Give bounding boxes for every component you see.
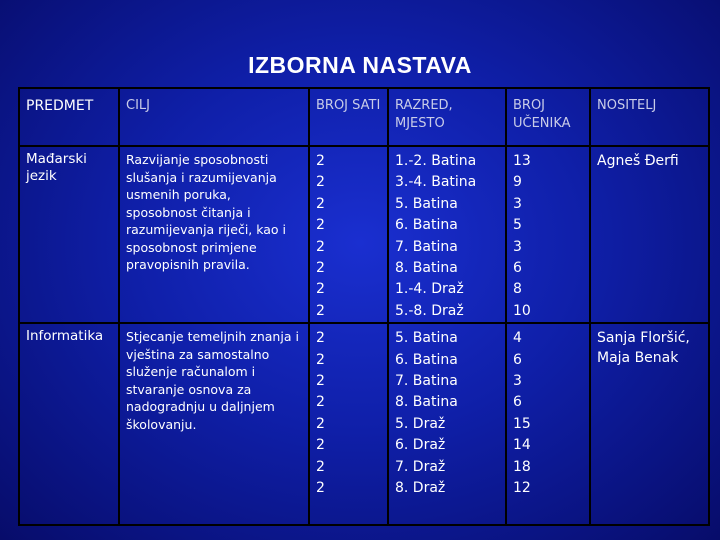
list-item: 2 [316, 480, 325, 497]
list-item: 5. Batina [395, 195, 458, 212]
hours-cell [309, 146, 388, 323]
table-row [19, 323, 709, 525]
teacher-cell: Agneš Đerfi [590, 146, 709, 323]
page-title: IZBORNA NASTAVA [248, 52, 472, 78]
list-item: 3 [513, 238, 522, 255]
list-item: 12 [513, 480, 531, 497]
class-location-cell [388, 323, 506, 525]
list-item: 8 [513, 281, 522, 298]
list-item: 2 [316, 238, 325, 255]
subject-cell: Informatika [19, 323, 119, 525]
list-item: 2 [316, 330, 325, 347]
list-item: 6. Draž [395, 437, 446, 454]
list-item: 2 [316, 458, 325, 475]
elective-table [18, 87, 710, 526]
list-item: 8. Draž [395, 480, 446, 497]
list-item: 10 [513, 302, 531, 319]
list-item: 9 [513, 174, 522, 191]
list-item: 4 [513, 330, 522, 347]
list-item: 18 [513, 458, 531, 475]
list-item: 5. Batina [395, 330, 458, 347]
list-item: 5.-8. Draž [395, 302, 464, 319]
header-row [19, 88, 709, 146]
list-item: 2 [316, 415, 325, 432]
list-item: 1.-2. Batina [395, 153, 477, 169]
list-item: 3.-4. Batina [395, 174, 477, 191]
list-item: 7. Batina [395, 238, 458, 255]
list-item: 8. Batina [395, 394, 458, 411]
header-broj-ucenika: BROJ UČENIKA [506, 88, 590, 146]
list-item: 2 [316, 351, 325, 368]
list-item: 13 [513, 153, 531, 169]
list-item: 5 [513, 217, 522, 234]
list-item: 2 [316, 394, 325, 411]
list-item: 2 [316, 437, 325, 454]
goal-cell: Stjecanje temeljnih znanja i vještina za samostalno služenje računalom i stvaranje osnova za nadogradnju u daljnjem školovanju. [119, 323, 309, 525]
list-item: 6. Batina [395, 217, 458, 234]
hours-cell [309, 323, 388, 525]
list-item: 2 [316, 217, 325, 234]
header-predmet: PREDMET [19, 88, 119, 146]
list-item: 15 [513, 415, 531, 432]
teacher-cell: Sanja Floršić, Maja Benak [590, 323, 709, 525]
header-cilj: CILJ [119, 88, 309, 146]
list-item: 8. Batina [395, 260, 458, 277]
list-item: 6 [513, 351, 522, 368]
list-item: 2 [316, 260, 325, 277]
subject-cell: Mađarski jezik [19, 146, 119, 323]
list-item: 7. Draž [395, 458, 446, 475]
class-location-cell [388, 146, 506, 323]
list-item: 6 [513, 260, 522, 277]
list-item: 2 [316, 174, 325, 191]
students-cell [506, 323, 590, 525]
header-razred: RAZRED, MJESTO [388, 88, 506, 146]
list-item: 7. Batina [395, 373, 458, 390]
list-item: 6 [513, 394, 522, 411]
list-item: 14 [513, 437, 531, 454]
list-item: 2 [316, 281, 325, 298]
list-item: 2 [316, 195, 325, 212]
header-nositelj: NOSITELJ [590, 88, 709, 146]
list-item: 1.-4. Draž [395, 281, 464, 298]
list-item: 5. Draž [395, 415, 446, 432]
list-item: 2 [316, 373, 325, 390]
goal-cell: Razvijanje sposobnosti slušanja i razumijevanja usmenih poruka, sposobnost čitanja i razumijevanja riječi, kao i sposobnost primjene pravopisnih pravila. [119, 146, 309, 323]
list-item: 2 [316, 153, 325, 169]
students-cell [506, 146, 590, 323]
list-item: 2 [316, 302, 325, 319]
table-row [19, 146, 709, 323]
list-item: 6. Batina [395, 351, 458, 368]
list-item: 3 [513, 195, 522, 212]
list-item: 3 [513, 373, 522, 390]
header-broj-sati: BROJ SATI [309, 88, 388, 146]
